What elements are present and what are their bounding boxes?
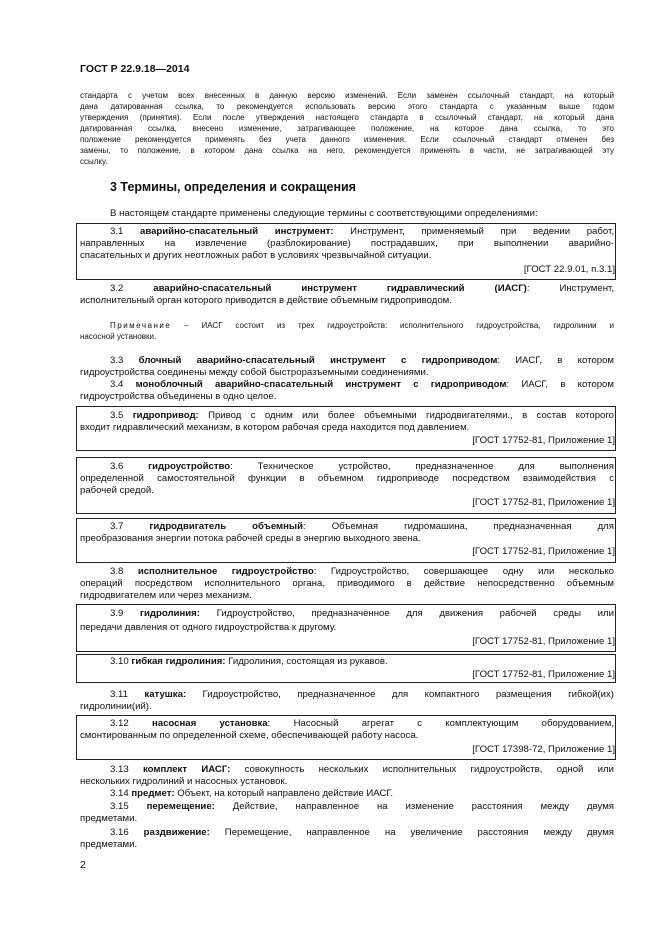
- intro-line: замены, то положение, в котором дана ссылка на него, рекомендуется применять в части, не затрагивающей эту: [80, 146, 614, 155]
- term-3-2-line: исполнительный орган которого приводится в действие объемным гидроприводом.: [80, 295, 452, 306]
- section-lead: В настоящем стандарте применены следующие термины с соответствующими определениями:: [110, 208, 538, 219]
- note-line: насосной установки.: [80, 332, 157, 341]
- term-3-3-line: 3.3 блочный аварийно-спасательный инструмент с гидроприводом: ИАСГ, в котором: [110, 355, 614, 366]
- term-3-3-line: гидроустройства соединены между собой быстроразъемными соединениями.: [80, 367, 429, 378]
- term-3-13-name: комплект ИАСГ:: [142, 764, 231, 775]
- term-3-9-name: гидролиния:: [139, 608, 200, 619]
- term-3-6-name: гидроустройство: [148, 461, 231, 472]
- intro-line: ссылку.: [80, 157, 108, 166]
- term-3-2-name: аварийно-спасательный инструмент гидравлический (ИАСГ): [153, 283, 527, 294]
- term-3-4-line: гидроустройства объединены в одно целое.: [80, 391, 277, 402]
- term-3-6-line: рабочей средой.: [80, 485, 154, 496]
- intro-line: дана датированная ссылка, то рекомендуется использовать версию этого стандарта с указанным выше годом: [80, 102, 614, 111]
- term-3-6-line: 3.6 гидроустройство: Техническое устройство, предназначенное для выполнения: [110, 461, 614, 472]
- term-3-7-line: 3.7 гидродвигатель объемный: Объемная гидромашина, предназначенная для: [110, 521, 614, 532]
- term-3-10-line: 3.10 гибкая гидролиния: Гидролиния, состоящая из рукавов.: [110, 656, 388, 667]
- term-3-9-reference: [ГОСТ 17752-81, Приложение 1]: [472, 636, 615, 647]
- term-3-11-line: гидролинии(ий).: [80, 701, 152, 712]
- term-3-15-line: предметами.: [80, 813, 138, 824]
- term-3-11-line: 3.11 катушка: Гидроустройство, предназначенное для компактного размещения гибкой(их): [110, 689, 614, 700]
- term-3-7-line: преобразования энергии потока рабочей среды в энергию выходного звена.: [80, 533, 421, 544]
- term-3-11-name: катушка:: [144, 689, 187, 700]
- term-3-15-line: 3.15 перемещение: Действие, направленное на изменение расстояния между двумя: [110, 801, 614, 812]
- term-3-4-line: 3.4 моноблочный аварийно-спасательный инструмент с гидроприводом: ИАСГ, в котором: [110, 379, 614, 390]
- intro-line: положение рекомендуется применять без учета данного изменения. Если ссылочный стандарт отменен без: [80, 135, 614, 144]
- term-3-1-line: 3.1 аварийно-спасательный инструмент: Инструмент, применяемый при ведении работ,: [110, 226, 614, 237]
- term-3-13-line: нескольких гидролиний и насосных установок.: [80, 776, 288, 787]
- term-3-7-reference: [ГОСТ 17752-81, Приложение 1]: [472, 546, 615, 557]
- term-3-16-line: 3.16 раздвижение: Перемещение, направленное на увеличение расстояния между двумя: [110, 827, 614, 838]
- term-3-7-name: гидродвигатель объемный: [149, 521, 304, 532]
- term-3-1-line: спасательных и других неотложных работ в условиях чрезвычайной ситуации.: [80, 250, 432, 261]
- term-3-3-name: блочный аварийно-спасательный инструмент с гидроприводом: [138, 355, 498, 366]
- term-3-4-name: моноблочный аварийно-спасательный инструмент с гидроприводом: [135, 379, 507, 390]
- note-label: Примечание: [110, 321, 172, 330]
- term-3-15-name: перемещение:: [146, 801, 215, 812]
- term-3-14-name: предмет:: [131, 788, 175, 799]
- term-3-12-reference: [ГОСТ 17398-72, Приложение 1]: [472, 744, 615, 755]
- term-3-6-reference: [ГОСТ 17752-81, Приложение 1]: [472, 497, 615, 508]
- term-3-5-line: 3.5 гидропривод: Привод с одним или более объемными гидродвигателями., в состав которого: [110, 410, 614, 421]
- intro-line: утверждения (принятия). Если после утверждения настоящего стандарта в ссылочный стандарт, на который дана: [80, 113, 614, 122]
- term-3-1-name: аварийно-спасательный инструмент:: [139, 226, 334, 237]
- term-3-9-line: передачи давления от одного гидроустройства к другому.: [80, 622, 337, 633]
- term-3-10-name: гибкая гидролиния:: [131, 656, 226, 667]
- term-3-10-reference: [ГОСТ 17752-81, Приложение 1]: [472, 669, 615, 680]
- intro-line: стандарта с учетом всех внесенных в данную версию изменений. Если заменен ссылочный стандарт, на который: [80, 91, 614, 100]
- term-3-8-name: исполнительное гидроустройство: [137, 566, 314, 577]
- term-3-12-line: 3.12 насосная установка: Насосный агрегат с комплектующим оборудованием,: [110, 718, 614, 729]
- term-3-5-name: гидропривод:: [132, 410, 199, 421]
- intro-line: датированная ссылка, внесено изменение, затрагивающее положение, на которое дана ссылка, то это: [80, 124, 614, 133]
- term-3-16-line: предметами.: [80, 839, 138, 850]
- note-line: Примечание – ИАСГ состоит из трех гидроустройств: исполнительного гидроустройства, гидролинии и: [110, 321, 614, 330]
- term-3-16-name: раздвижение:: [143, 827, 210, 838]
- term-3-2-line: 3.2 аварийно-спасательный инструмент гидравлический (ИАСГ): Инструмент,: [110, 283, 615, 294]
- term-3-12-name: насосная установка: [151, 718, 268, 729]
- term-3-5-line: входит гидравлический механизм, в котором рабочая среда находится под давлением.: [80, 422, 470, 433]
- term-3-8-line: 3.8 исполнительное гидроустройство: Гидроустройство, совершающее одну или несколько: [110, 566, 614, 577]
- term-3-8-line: операций посредством исполнительного органа, приводимого в действие непосредственно объемным: [80, 578, 614, 589]
- document-header: ГОСТ Р 22.9.18—2014: [80, 63, 190, 75]
- term-3-9-line: 3.9 гидролиния: Гидроустройство, предназначенное для движения рабочей среды или: [110, 608, 614, 619]
- term-3-5-reference: [ГОСТ 17752-81, Приложение 1]: [472, 435, 615, 446]
- term-3-13-line: 3.13 комплект ИАСГ: совокупность нескольких исполнительных гидроустройств, одной или: [110, 764, 615, 775]
- term-3-6-line: определенной самостоятельной функции в объемном гидроприводе посредством взаимодействия с: [80, 473, 614, 484]
- term-3-8-line: гидродвигателем или через механизм.: [80, 590, 252, 601]
- term-3-1-reference: [ГОСТ 22.9.01, п.3.1]: [523, 264, 615, 275]
- section-title: 3 Термины, определения и сокращения: [110, 180, 356, 194]
- page-number: 2: [80, 859, 86, 871]
- term-3-1-line: направленных на извлечение (разблокирование) пострадавших, при выполнении аварийно-: [80, 238, 614, 249]
- term-3-12-line: смонтированным по определенной схеме, обеспечивающей работу насоса.: [80, 730, 419, 741]
- term-3-14-line: 3.14 предмет: Объект, на который направлено действие ИАСГ.: [110, 788, 394, 799]
